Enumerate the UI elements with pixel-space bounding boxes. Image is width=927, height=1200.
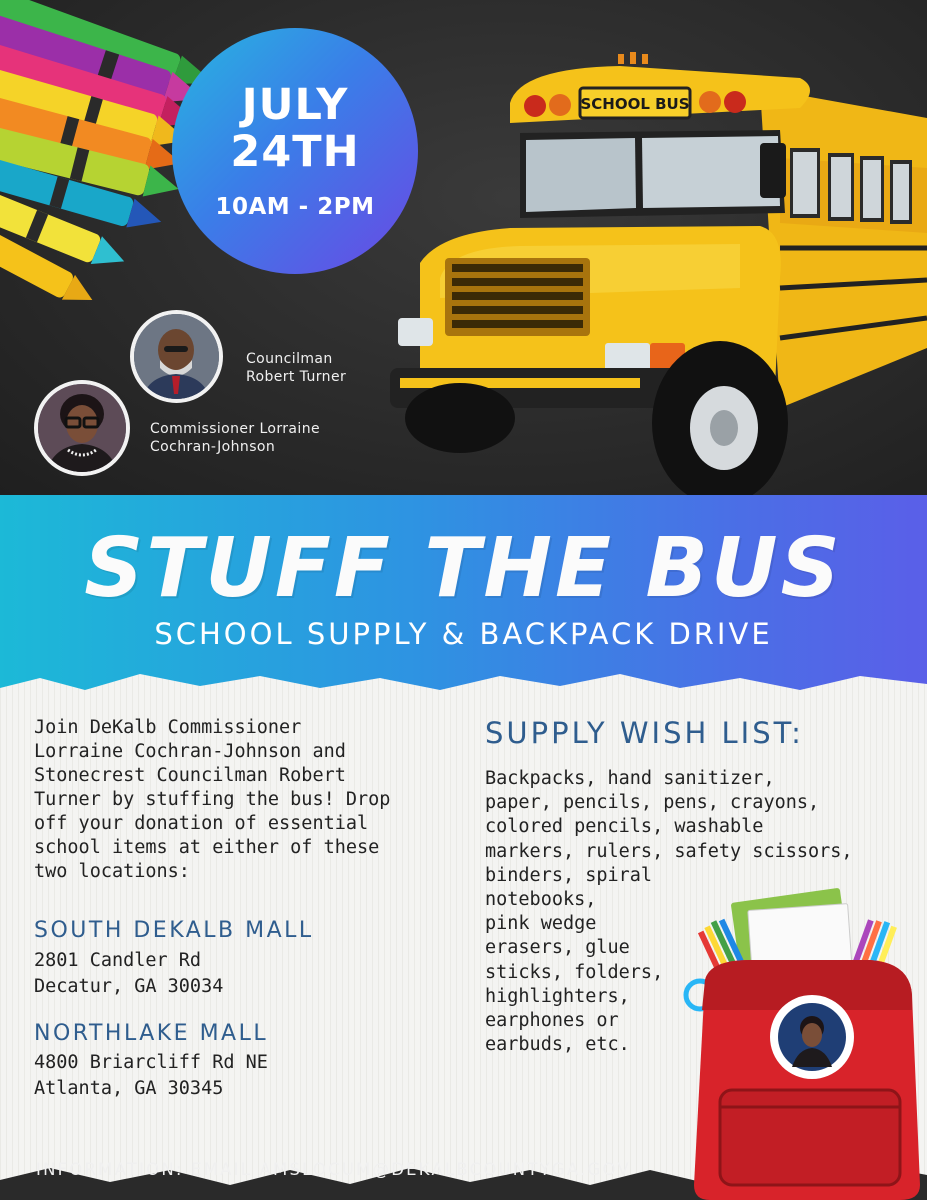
wish-list-line: notebooks, <box>485 889 597 911</box>
wish-list-line: paper, pencils, pens, crayons, <box>485 792 820 814</box>
label-lorraine-cochran-johnson <box>150 420 380 456</box>
wish-list-line: highlighters, <box>485 985 630 1007</box>
wish-list-line: pink wedge <box>485 913 597 935</box>
wish-list-line: sticks, folders, <box>485 961 664 983</box>
intro-line: Turner by stuffing the bus! Drop <box>34 789 391 810</box>
intro-line: school items at either of these <box>34 837 380 858</box>
intro-line: Join DeKalb Commissioner <box>34 717 302 738</box>
top-section <box>0 0 927 495</box>
label-lorraine-text: Commissioner Lorraine Cochran-Johnson <box>150 421 320 455</box>
banner-title: STUFF THE BUS <box>84 521 843 616</box>
contact-footer: INFORMATION: EMAIL AMSLOCUM@DEKALBCOUNTYGA.GOV <box>36 1160 631 1179</box>
wish-list-line: earbuds, etc. <box>485 1034 630 1056</box>
intro-line: Stonecrest Councilman Robert <box>34 765 346 786</box>
wish-list-line: binders, spiral <box>485 864 653 886</box>
person-portrait-icon <box>134 314 219 399</box>
person-portrait-icon <box>38 384 126 472</box>
wish-list-line: erasers, glue <box>485 937 630 959</box>
location-street-northlake: 4800 Briarcliff Rd NE <box>34 1052 268 1073</box>
label-turner-text: Councilman Robert Turner <box>246 351 347 385</box>
avatar-lorraine-cochran-johnson <box>34 380 130 476</box>
commissioner-badge-icon <box>770 995 854 1079</box>
banner-subtitle: SCHOOL SUPPLY & BACKPACK DRIVE <box>154 617 773 651</box>
event-date-month: JULY <box>241 80 349 130</box>
location-city-northlake: Atlanta, GA 30345 <box>34 1078 224 1099</box>
paper-content <box>0 670 927 1200</box>
label-robert-turner <box>246 350 396 386</box>
location-name-south-dekalb: SOUTH DEKALB MALL <box>34 918 314 943</box>
school-bus-illustration <box>380 48 927 495</box>
location-city-south-dekalb: Decatur, GA 30034 <box>34 976 224 997</box>
location-name-northlake: NORTHLAKE MALL <box>34 1021 269 1046</box>
intro-line: two locations: <box>34 861 190 882</box>
backpack-illustration <box>680 885 927 1200</box>
wish-list-title: SUPPLY WISH LIST: <box>485 716 804 750</box>
event-time: 10AM - 2PM <box>215 194 375 220</box>
intro-paragraph <box>34 716 454 884</box>
wish-list-line: markers, rulers, safety scissors, <box>485 840 853 862</box>
intro-line: Lorraine Cochran-Johnson and <box>34 741 346 762</box>
wish-list-line: earphones or <box>485 1010 619 1032</box>
bus-grille <box>445 258 590 336</box>
event-date-day: 24TH <box>230 127 360 177</box>
bus-sign-text: SCHOOL BUS <box>580 95 690 113</box>
wish-list-line: Backpacks, hand sanitizer, <box>485 768 775 789</box>
avatar-robert-turner <box>130 310 223 403</box>
location-street-south-dekalb: 2801 Candler Rd <box>34 950 202 971</box>
wish-list-line: colored pencils, washable <box>485 816 764 838</box>
intro-line: off your donation of essential <box>34 813 369 834</box>
